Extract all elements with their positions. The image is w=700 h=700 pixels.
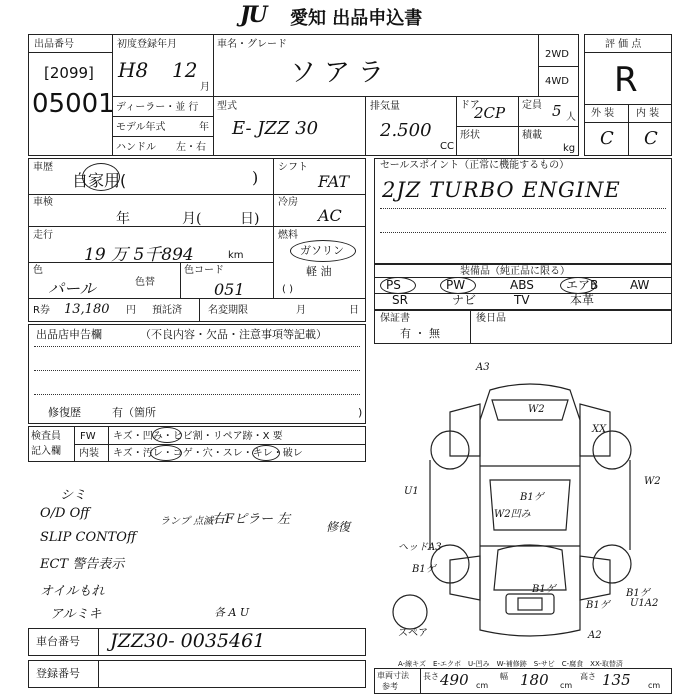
equipment-circle (380, 277, 416, 294)
transfer-month: 月 (296, 305, 306, 316)
history-label: 車歴 (33, 162, 53, 173)
door-value: 2CP (474, 104, 506, 122)
load-unit: kg (563, 143, 576, 154)
damage-mark: B1ゲ (412, 564, 436, 575)
drive-4wd: 4WD (545, 76, 569, 87)
equipment-item: SR (392, 293, 408, 307)
in-rub-circle (252, 445, 280, 461)
damage-mark: U1 (404, 486, 419, 497)
dim-hei-unit: cm (648, 681, 661, 690)
color-value: パール (48, 279, 96, 298)
color-code: 051 (214, 280, 245, 299)
note-repair-mark: 修復 (326, 520, 351, 534)
damage-legend: A-線キズ E-エクボ U-凹み W-補修跡 S-サビ C-腐食 XX-取替済 (398, 660, 623, 668)
history-close: ) (252, 168, 259, 187)
aircon-value: AC (318, 206, 342, 225)
handle-label: ハンドル (116, 142, 156, 153)
damage-mark: A3 (476, 362, 490, 373)
door-label: ドア (460, 100, 480, 111)
note-line: オイルもれ (40, 584, 105, 599)
model-year-unit: 年 (199, 122, 209, 133)
dim-wid: 180 (520, 671, 549, 689)
reg-label: 初度登録年月 (117, 39, 177, 50)
after-label: 後日品 (476, 313, 506, 324)
equipment-item: PS (386, 278, 401, 292)
form-title: 愛知 出品申込書 (290, 8, 423, 29)
drive-2wd: 2WD (545, 49, 569, 60)
inspector-fw-items: キズ・凹み・ヒビ割・リペア跡・X 要 (113, 431, 283, 442)
shaken-year: 年 (116, 211, 130, 227)
cap-value: 5 (552, 102, 562, 120)
equipment-item: PW (446, 278, 466, 292)
type-label: 型式 (217, 101, 237, 112)
repair-label: 修復歴 (48, 406, 81, 419)
reg-month-unit: 月 (200, 82, 210, 93)
int-label: 内 装 (636, 108, 660, 119)
damage-mark: B1ゲ (626, 588, 650, 599)
aircon-label: 冷房 (278, 197, 298, 208)
lot-bracket-number: [2099] (44, 64, 94, 82)
damage-mark: W2凹み (494, 509, 531, 520)
recycle-label: R券 (33, 305, 50, 316)
frame-value: JZZ30- 0035461 (110, 630, 266, 652)
note-lamp: ランプ 点滅 (160, 516, 214, 527)
damage-mark: ヘッドA3 (398, 542, 442, 553)
shaken-label: 車検 (33, 197, 53, 208)
fuel-light-oil: 軽 油 (306, 265, 332, 278)
note-pillar: 右Fピラー 左 (212, 512, 291, 527)
inspector-in: 内装 (79, 448, 99, 459)
inspector-in-items: キズ・汚レ・コゲ・穴・スレ・キレ・破レ (113, 448, 303, 459)
inspector-fw: FW (80, 431, 96, 442)
shaken-day: 日) (240, 211, 260, 227)
declaration-label: 出品店申告欄 (36, 328, 102, 341)
dim-hei: 135 (602, 671, 631, 689)
damage-mark: B1ゲ (586, 600, 610, 611)
inspector-label-1: 検査員 (31, 431, 61, 442)
color-label: 色 (33, 265, 43, 276)
note-line: O/D Off (40, 506, 90, 521)
transfer-day: 日 (349, 305, 359, 316)
handle-options: 左・右 (176, 142, 206, 153)
car-name: ソアラ (290, 58, 393, 88)
dealer-label: ディーラー・並 行 (116, 102, 199, 113)
equipment-circle (440, 277, 476, 294)
color-change-label: 色替 (135, 277, 155, 288)
note-line: ECT 警告表示 (40, 557, 125, 572)
ju-logo: JU (240, 2, 266, 28)
equipment-item: エアB (566, 278, 599, 292)
score-value: R (614, 60, 638, 100)
history-value: 自家用( (72, 171, 127, 190)
note-line: シミ (60, 488, 87, 503)
equipment-item: TV (514, 293, 530, 307)
equipment-item: ABS (510, 278, 534, 292)
dim-wid-unit: cm (560, 681, 573, 690)
repair-value: 有（箇所 (112, 406, 156, 419)
dim-label-2: 参考 (382, 682, 398, 691)
disp-value: 2.500 (380, 120, 432, 141)
shift-label: シフト (278, 162, 308, 173)
damage-mark: U1A2 (630, 598, 659, 609)
damage-mark: A2 (588, 630, 602, 641)
dim-hei-label: 高さ (580, 672, 596, 681)
model-year-label: モデル年式 (116, 122, 166, 133)
reg-era: H8 (118, 58, 149, 82)
spare-label: スペア (398, 628, 428, 639)
damage-mark: B1ゲ (532, 584, 556, 595)
equipment-item: 本革 (570, 293, 595, 307)
mileage-value: 19 万 5千894 (84, 245, 194, 265)
lot-number: 05001 (32, 89, 115, 119)
fuel-gasoline: ガソリン (300, 244, 344, 257)
dim-len: 490 (440, 671, 469, 689)
dim-label-1: 車両寸法 (377, 671, 409, 680)
dim-len-unit: cm (476, 681, 489, 690)
selling-point-value: 2JZ TURBO ENGINE (382, 178, 621, 202)
warranty-label: 保証書 (380, 313, 410, 324)
lot-label: 出品番号 (34, 39, 74, 50)
mileage-label: 走行 (33, 230, 53, 241)
repair-close: ) (358, 406, 363, 419)
shaken-month: 月( (182, 211, 202, 227)
selling-point-box (374, 158, 672, 264)
warranty-options: 有 ・ 無 (400, 327, 440, 340)
note-line: アルミキ (50, 607, 102, 622)
score-label: 評 価 点 (605, 39, 642, 50)
disp-unit: CC (440, 141, 454, 152)
equipment-item: AW (630, 278, 650, 292)
recycle-unit: 円 (126, 305, 136, 316)
note-scratch-mark: 各 A U (214, 606, 250, 619)
damage-mark: W2 (644, 476, 661, 487)
shape-label: 形状 (460, 130, 480, 141)
fw-dent-circle (152, 427, 182, 443)
dim-len-label: 長さ (423, 672, 439, 681)
type-value: E- JZZ 30 (232, 118, 319, 139)
car-name-label: 車名・グレード (217, 39, 287, 50)
recycle-deposit: 預託済 (152, 305, 182, 316)
ext-value: C (600, 128, 614, 149)
cap-label: 定員 (522, 100, 542, 111)
note-line: SLIP CONTOff (40, 530, 137, 545)
fuel-label: 燃料 (278, 230, 298, 241)
dim-wid-label: 幅 (500, 672, 508, 681)
color-code-label: 色コード (184, 265, 224, 276)
damage-mark: B1ゲ (520, 492, 544, 503)
registration-label: 登録番号 (36, 667, 80, 680)
cap-unit: 人 (566, 112, 576, 123)
header (240, 2, 470, 28)
equipment-circle (560, 277, 599, 294)
ext-label: 外 装 (591, 108, 615, 119)
load-label: 積載 (522, 130, 542, 141)
in-dirt-circle (150, 445, 182, 461)
damage-mark: XX (592, 424, 607, 435)
int-value: C (644, 128, 658, 149)
inspector-label-2: 記入欄 (31, 446, 61, 457)
frame-label: 車台番号 (36, 635, 80, 648)
damage-mark: W2 (528, 404, 545, 415)
equipment-label: 装備品（純正品に限る） (460, 266, 570, 277)
transfer-label: 名変期限 (208, 305, 248, 316)
selling-point-label: セールスポイント（正常に機能するもの） (380, 160, 570, 171)
mileage-unit: km (228, 250, 244, 261)
declaration-sub: （不良内容・欠品・注意事項等記載） (140, 328, 327, 341)
disp-label: 排気量 (370, 101, 400, 112)
recycle-value: 13,180 (64, 302, 110, 317)
shift-value: FAT (318, 172, 350, 191)
reg-month: 12 (172, 58, 198, 82)
equipment-item: ナビ (452, 293, 477, 307)
fuel-paren: ( ) (282, 284, 293, 295)
